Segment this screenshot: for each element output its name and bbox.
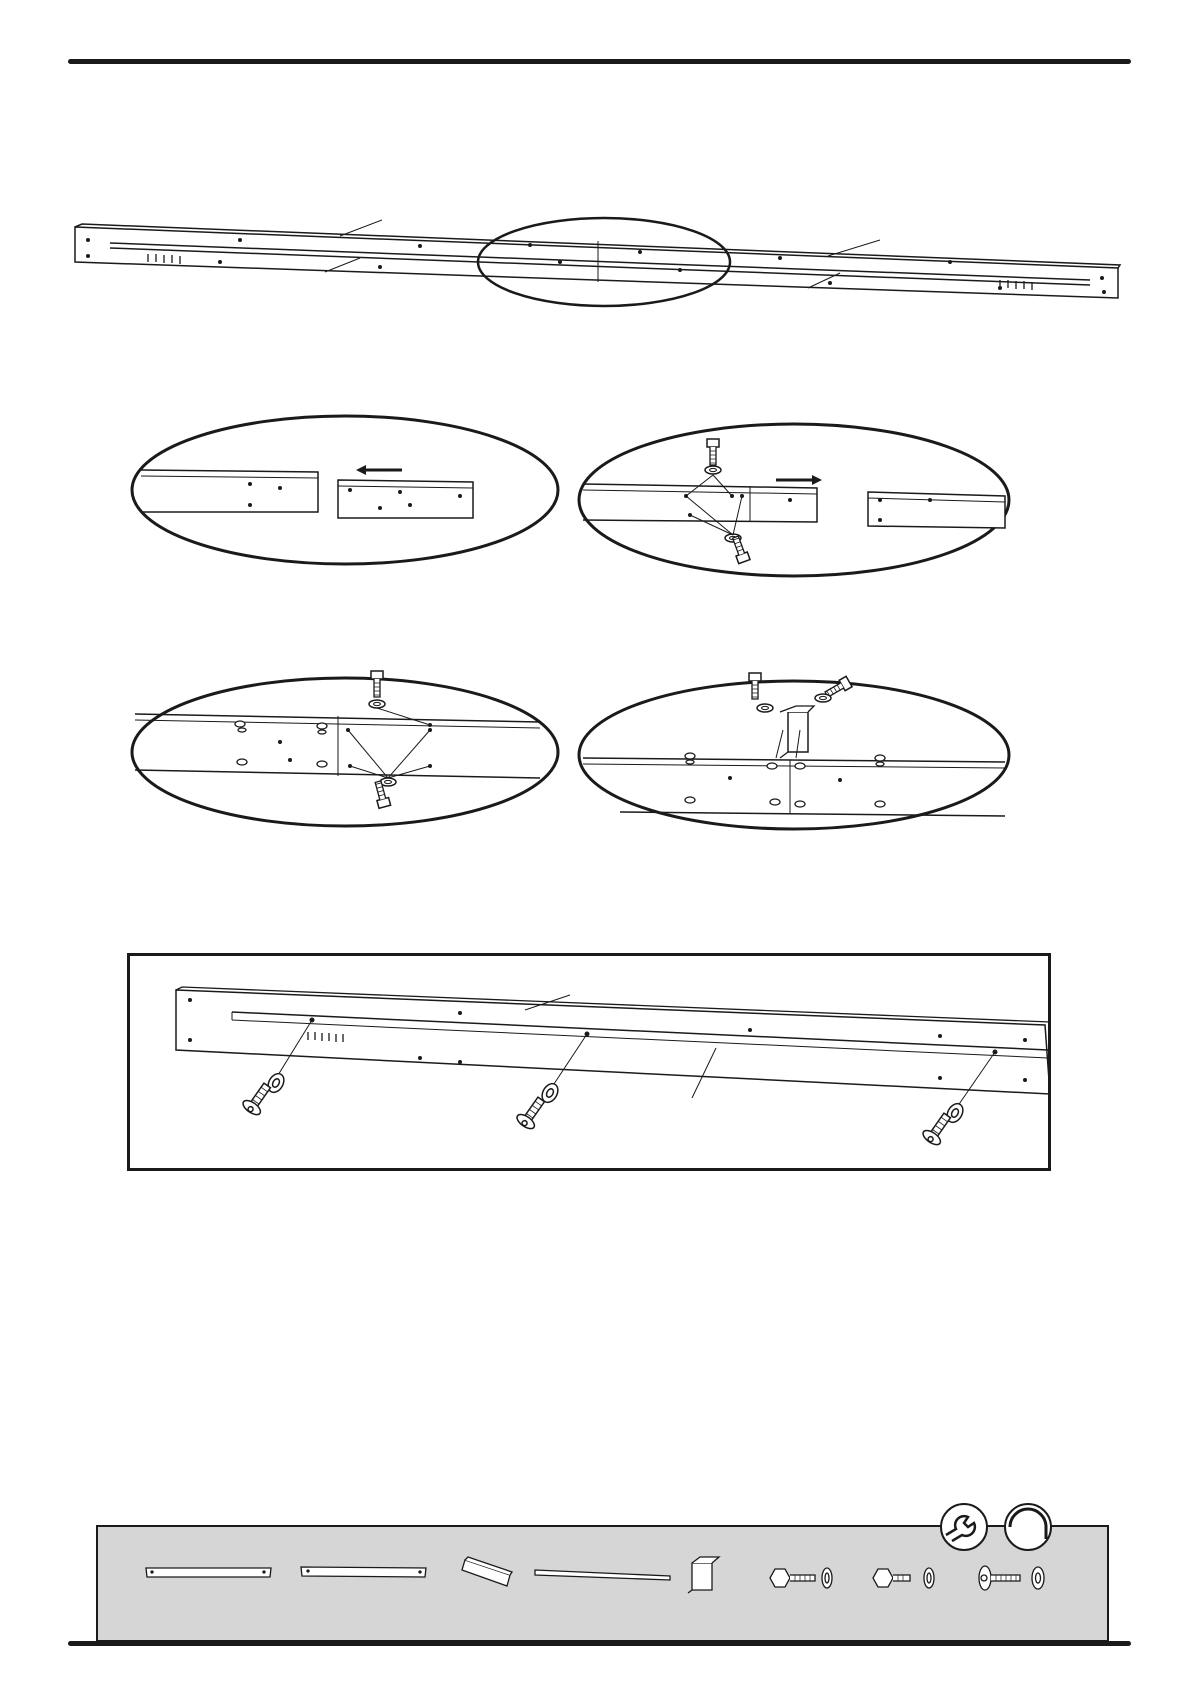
long-panel-a-icon xyxy=(146,1568,271,1577)
u-bracket-icon xyxy=(688,1557,719,1593)
joint-plate-icon xyxy=(462,1557,512,1586)
hex-bolt-short-with-washer-icon xyxy=(873,1568,934,1588)
hex-bolt-long-with-washer-icon xyxy=(770,1568,832,1588)
button-screw-with-washer-icon xyxy=(979,1566,1044,1590)
long-panel-b-icon xyxy=(301,1567,426,1577)
rail-strip-icon xyxy=(535,1570,670,1580)
